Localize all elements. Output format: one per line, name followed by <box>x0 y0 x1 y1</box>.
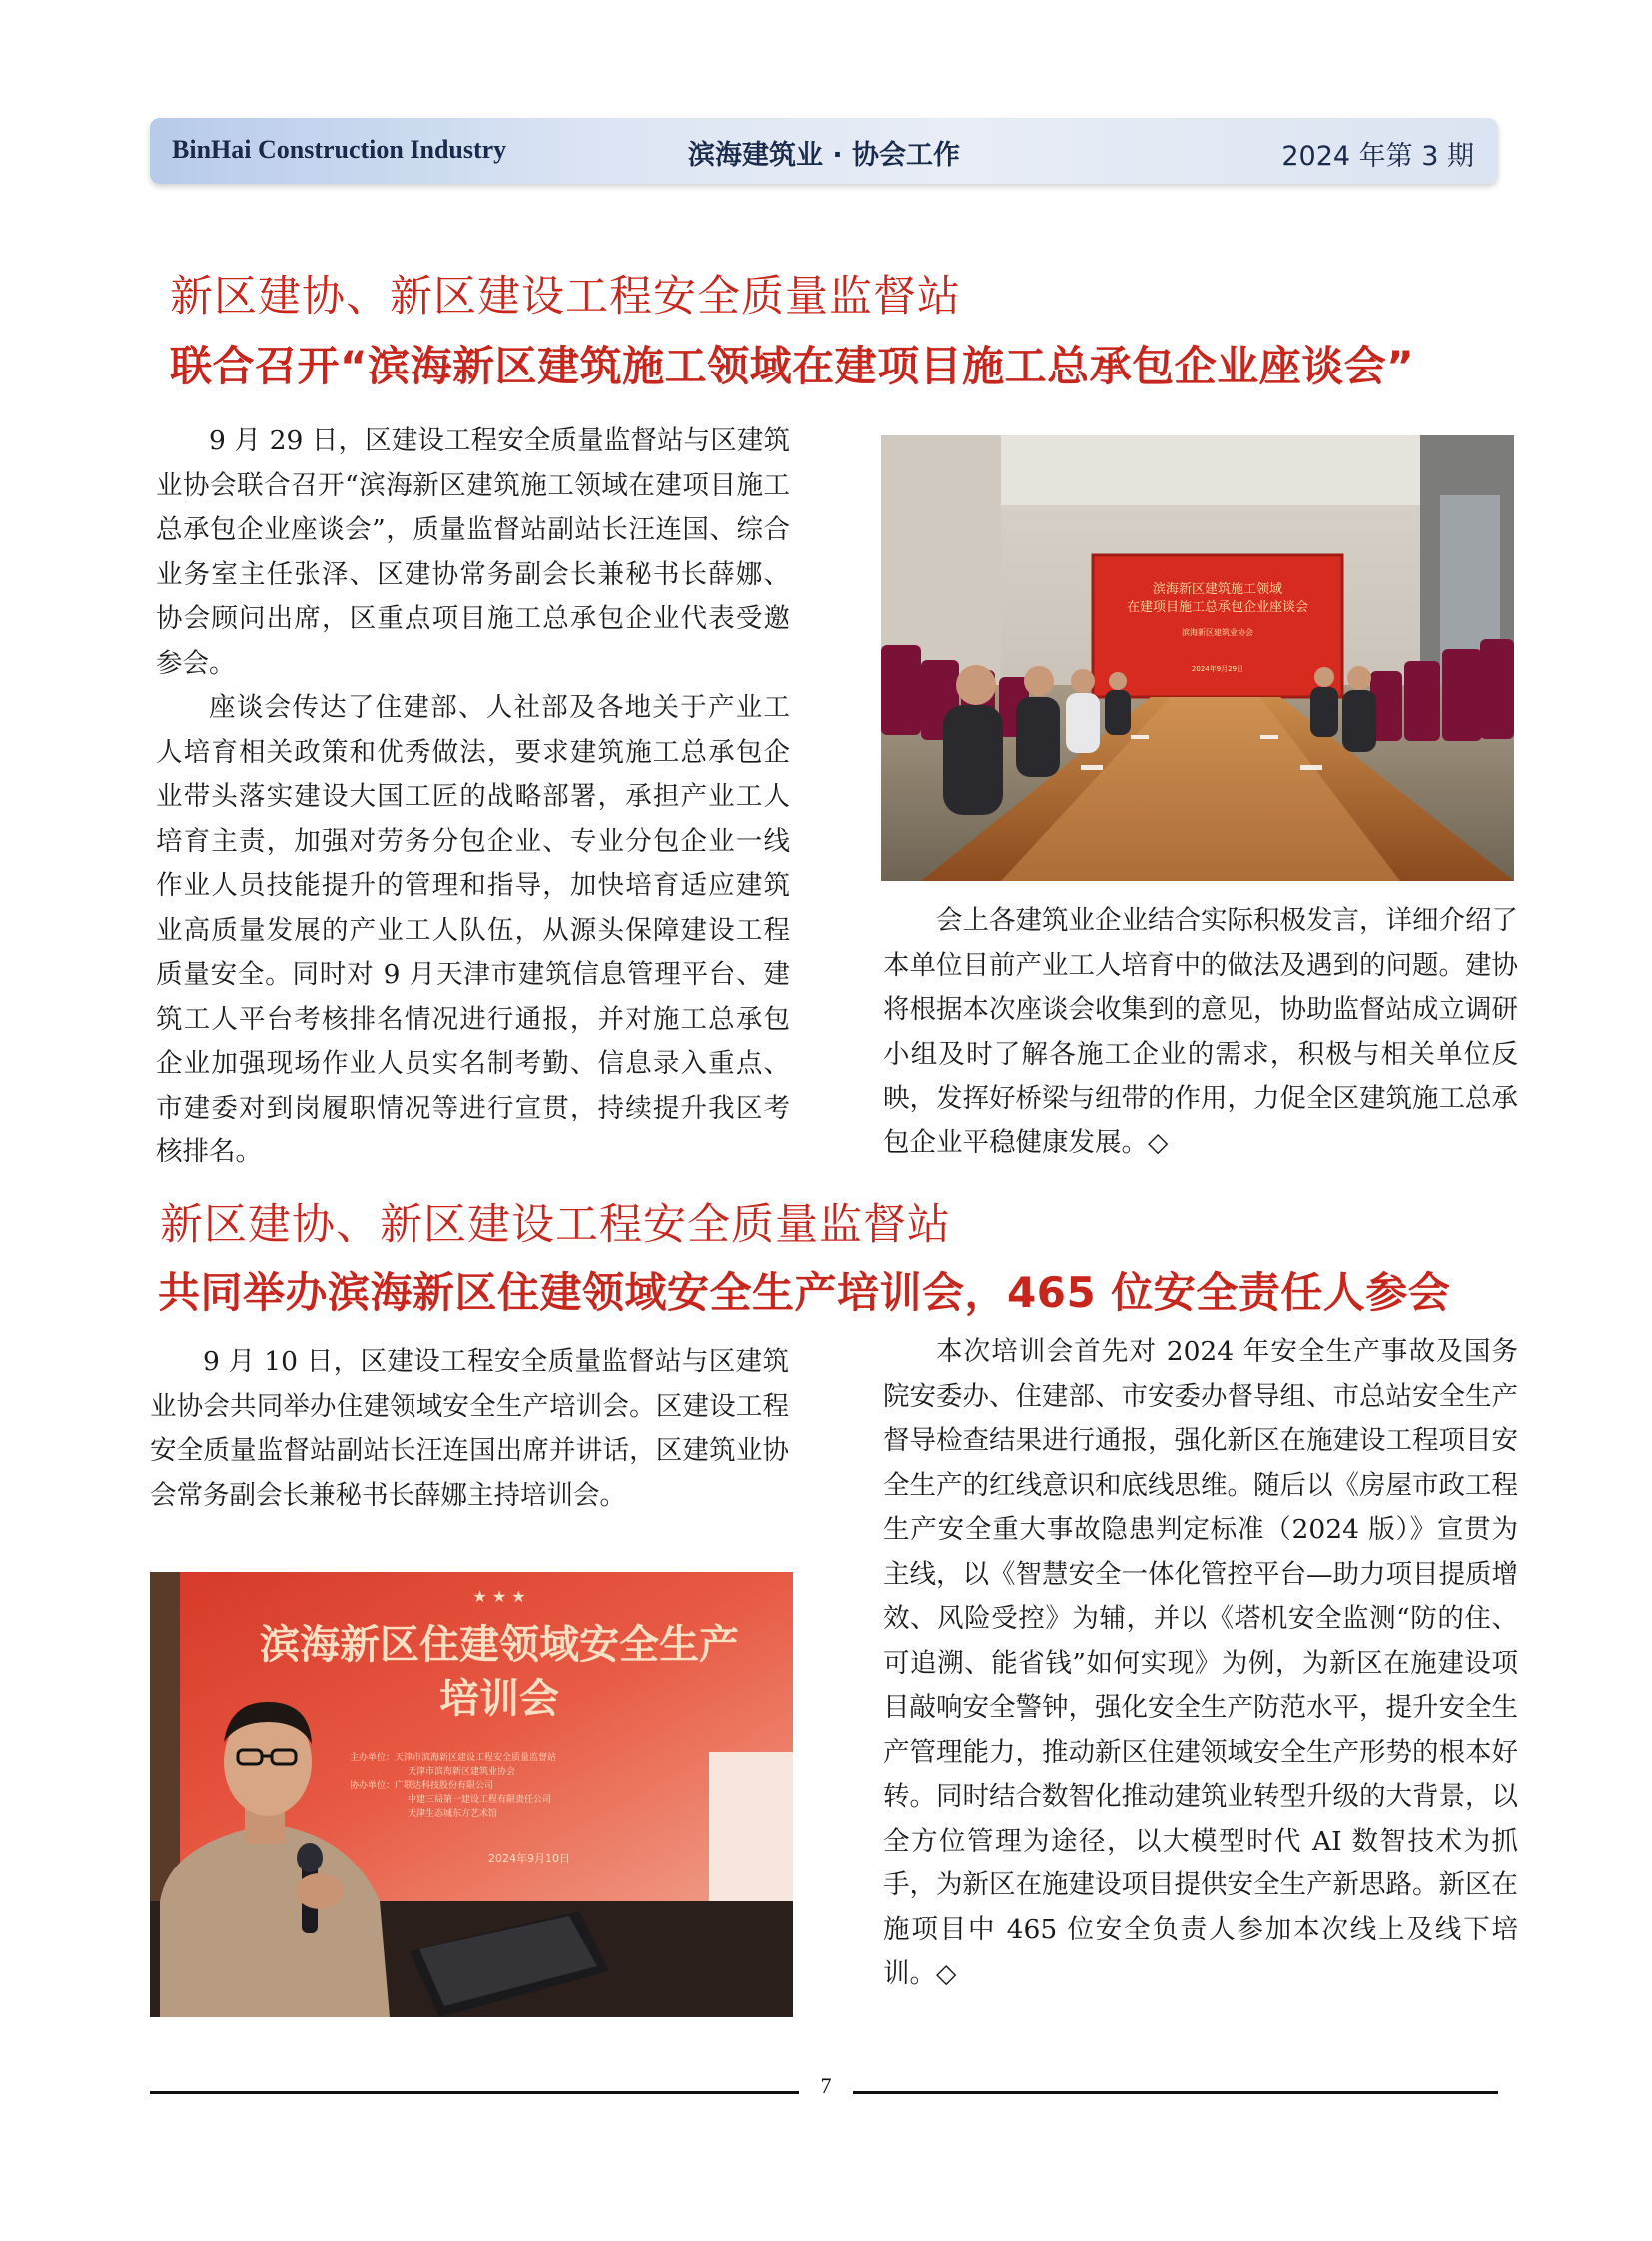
page-header <box>150 118 1498 184</box>
article1-headline: 联合召开“滨海新区建筑施工领域在建项目施工总承包企业座谈会” <box>170 342 1415 390</box>
article1-kicker: 新区建协、新区建设工程安全质量监督站 <box>170 272 961 322</box>
article2-left-column <box>150 1340 789 1518</box>
article1-paragraph: 9 月 29 日，区建设工程安全质量监督站与区建筑业协会联合召开“滨海新区建筑施工领域在建项目施工总承包企业座谈会”，质量监督站副站长汪连国、综合业务室主任张泽、区建协常务副会长兼秘书长薛娜、协会顾问出席，区重点项目施工总承包企业代表受邀参会。 <box>156 425 790 679</box>
article1-paragraph: 座谈会传达了住建部、人社部及各地关于产业工人培育相关政策和优秀做法，要求建筑施工总承包企业带头落实建设大国工匠的战略部署，承担产业工人培育主责，加强对劳务分包企业、专业分包企业一线作业人员技能提升的管理和指导，加快培育适应建筑业高质量发展的产业工人队伍，从源头保障建设工程质量安全。同时对 9 月天津市建筑信息管理平台、建筑工人平台考核排名情况进行通报，并对施工总承包企业加强现场作业人员实名制考勤、信息录入重点、市建委对到岗履职情况等进行宣贯，持续提升我区考核排名。 <box>156 692 790 1167</box>
slide-organizer: 天津市滨海新区建筑业协会 <box>408 1767 516 1777</box>
article2-paragraph: 9 月 10 日，区建设工程安全质量监督站与区建筑业协会共同举办住建领域安全生产培训会。区建设工程安全质量监督站副站长汪连国出席并讲话，区建筑业协会常务副会长兼秘书长薛娜主持培训会。 <box>150 1346 789 1511</box>
slide-title-line1: 滨海新区住建领域安全生产 <box>260 1622 739 1668</box>
meeting-photo <box>881 435 1514 881</box>
issue-number: 2024 年第 3 期 <box>1281 141 1474 172</box>
article1-left-column <box>156 419 790 1175</box>
footer-rule-right <box>853 2091 1498 2094</box>
slide-organizer: 协办单位：广联达科技股份有限公司 <box>350 1781 494 1791</box>
article2-paragraph: 本次培训会首先对 2024 年安全生产事故及国务院安委办、住建部、市安委办督导组、市总站安全生产督导检查结果进行通报，强化新区在施建设工程项目安全生产的红线意识和底线思维。随后以《房屋市政工程生产安全重大事故隐患判定标准（2024 版）》宣贯为主线，以《智慧安全一体化管控平台—助力项目提质增效、风险受控》为辅，并以《塔机安全监测“防的住、可追溯、能省钱”如何实现》为例，为新区在施建设项目敲响安全警钟，强化安全生产防范水平，提升安全生产管理能力，推动新区住建领域安全生产形势的根本好转。同时结合数智化推动建筑业转型升级的大背景，以全方位管理为途径，以大模型时代 AI 数智技术为抓手，为新区在施建设项目提供安全生产新思路。新区在施项目中 465 位安全负责人参加本次线上及线下培训。◇ <box>883 1336 1518 1989</box>
article2-headline: 共同举办滨海新区住建领域安全生产培训会，465 位安全责任人参会 <box>158 1268 1451 1317</box>
led-screen <box>1093 555 1342 697</box>
slide-organizer: 天津生态城东方艺术馆 <box>408 1809 498 1819</box>
screen-text-line3: 滨海新区建筑业协会 <box>1182 628 1253 637</box>
screen-text-line4: 2024年9月29日 <box>1191 665 1244 673</box>
slide-title-line2: 培训会 <box>439 1676 559 1722</box>
training-photo <box>150 1572 793 2017</box>
screen-text-line2: 在建项目施工总承包企业座谈会 <box>1126 600 1309 615</box>
article1-paragraph: 会上各建筑业企业结合实际积极发言，详细介绍了本单位目前产业工人培育中的做法及遇到的问题。建协将根据本次座谈会收集到的意见，协助监督站成立调研小组及时了解各施工企业的需求，积极与相关单位反映，发挥好桥梁与纽带的作用，力促全区建筑施工总承包企业平稳健康发展。◇ <box>883 905 1518 1158</box>
slide-date: 2024年9月10日 <box>488 1852 570 1865</box>
section-title: 滨海建筑业 · 协会工作 <box>687 140 961 171</box>
article2-right-column <box>883 1330 1518 1997</box>
slide-organizer: 主办单位：天津市滨海新区建设工程安全质量监督站 <box>350 1753 557 1763</box>
svg-text:★ ★ ★: ★ ★ ★ <box>472 1587 526 1606</box>
page-number: 7 <box>820 2073 832 2098</box>
article2-kicker: 新区建协、新区建设工程安全质量监督站 <box>160 1200 951 1250</box>
screen-text-line1: 滨海新区建筑施工领域 <box>1152 582 1283 597</box>
article1-right-column <box>883 899 1518 1165</box>
publication-title: BinHai Construction Industry <box>172 135 507 164</box>
slide-organizer: 中建三局第一建设工程有限责任公司 <box>408 1795 552 1805</box>
